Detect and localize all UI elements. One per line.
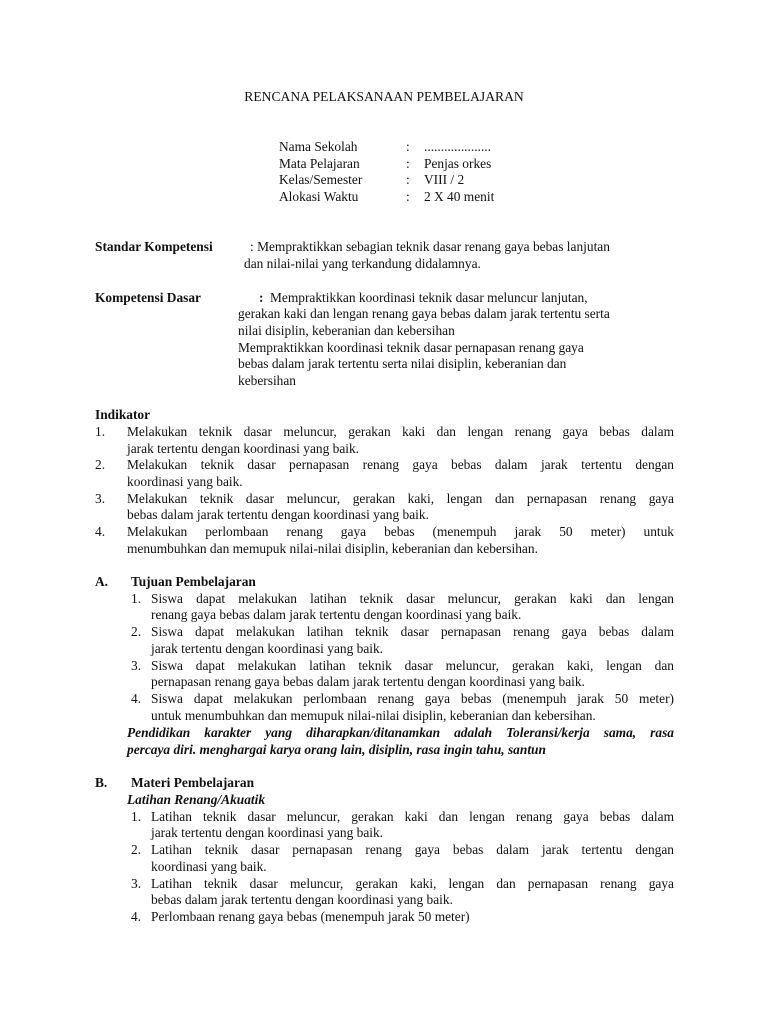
indikator-heading: Indikator xyxy=(95,407,151,422)
list-item-line: jarak tertentu dengan koordinasi yang baik. xyxy=(151,641,384,656)
list-item-line: koordinasi yang baik. xyxy=(127,474,243,489)
info-value: 2 X 40 menit xyxy=(424,189,495,204)
list-item-line: Siswa dapat melakukan latihan teknik dasar meluncur, gerakan kaki dan lengan xyxy=(151,591,674,606)
list-number: 2. xyxy=(131,624,142,639)
list-number: 4. xyxy=(95,524,106,539)
list-item-line: menumbuhkan dan memupuk nilai-nilai disiplin, keberanian dan kebersihan. xyxy=(127,541,538,556)
list-number: 1. xyxy=(131,591,142,606)
list-number: 1. xyxy=(95,424,106,439)
info-colon: : xyxy=(406,172,410,187)
info-value: Penjas orkes xyxy=(424,156,492,171)
section-letter: B. xyxy=(95,775,108,790)
list-item-line: bebas dalam jarak tertentu dengan koordinasi yang baik. xyxy=(151,892,453,907)
list-number: 2. xyxy=(131,842,142,857)
kompetensi-text-line: Mempraktikkan koordinasi teknik dasar pernapasan renang gaya xyxy=(238,340,584,355)
materi-heading: Materi Pembelajaran xyxy=(131,775,255,790)
list-item-line: bebas dalam jarak tertentu dengan koordinasi yang baik. xyxy=(127,507,429,522)
list-number: 2. xyxy=(95,457,106,472)
list-item-line: Melakukan perlombaan renang gaya bebas (menempuh jarak 50 meter) untuk xyxy=(127,524,674,539)
info-colon: : xyxy=(406,189,410,204)
list-item-line: untuk menumbuhkan dan memupuk nilai-nilai disiplin, keberanian dan kebersihan. xyxy=(151,708,596,723)
info-value: VIII / 2 xyxy=(424,172,465,187)
kompetensi-label: Kompetensi Dasar xyxy=(95,290,202,305)
info-colon: : xyxy=(406,139,410,154)
info-key: Nama Sekolah xyxy=(279,139,358,154)
section-letter: A. xyxy=(95,574,109,589)
standar-text-line: dan nilai-nilai yang terkandung didalamnya. xyxy=(244,256,481,271)
list-number: 4. xyxy=(131,909,142,924)
materi-subheading: Latihan Renang/Akuatik xyxy=(127,792,266,807)
info-key: Mata Pelajaran xyxy=(279,156,360,171)
info-key: Kelas/Semester xyxy=(279,172,363,187)
list-item-line: Melakukan teknik dasar meluncur, gerakan kaki, lengan dan pernapasan renang gaya xyxy=(127,491,674,506)
list-item-line: Perlombaan renang gaya bebas (menempuh jarak 50 meter) xyxy=(151,909,470,924)
list-item-line: Latihan teknik dasar pernapasan renang gaya bebas dalam jarak tertentu dengan xyxy=(151,842,674,857)
kompetensi-text-line: Mempraktikkan koordinasi teknik dasar meluncur lanjutan, xyxy=(270,290,588,305)
list-item-line: Siswa dapat melakukan latihan teknik dasar meluncur, gerakan kaki, lengan dan xyxy=(151,658,674,673)
list-item-line: renang gaya bebas dalam jarak tertentu dengan koordinasi yang baik. xyxy=(151,607,522,622)
kompetensi-text-line: gerakan kaki dan lengan renang gaya bebas dalam jarak tertentu serta xyxy=(238,306,610,321)
list-item-line: Melakukan teknik dasar meluncur, gerakan kaki dan lengan renang gaya bebas dalam xyxy=(127,424,674,439)
list-item-line: Melakukan teknik dasar pernapasan renang gaya bebas dalam jarak tertentu dengan xyxy=(127,457,674,472)
kompetensi-text-line: bebas dalam jarak tertentu serta nilai disiplin, keberanian dan xyxy=(238,356,567,371)
standar-text-line: : Mempraktikkan sebagian teknik dasar renang gaya bebas lanjutan xyxy=(250,239,610,254)
kompetensi-colon: : xyxy=(259,290,264,305)
info-colon: : xyxy=(406,156,410,171)
karakter-line: percaya diri. menghargai karya orang lain, disiplin, rasa ingin tahu, santun xyxy=(127,742,546,757)
list-item-line: koordinasi yang baik. xyxy=(151,859,267,874)
list-number: 3. xyxy=(95,491,106,506)
tujuan-heading: Tujuan Pembelajaran xyxy=(131,574,256,589)
list-item-line: Siswa dapat melakukan perlombaan renang gaya bebas (menempuh jarak 50 meter) xyxy=(151,691,674,706)
list-item-line: Latihan teknik dasar meluncur, gerakan kaki, lengan dan pernapasan renang gaya xyxy=(151,876,674,891)
document-title: RENCANA PELAKSANAAN PEMBELAJARAN xyxy=(244,89,524,104)
standar-label: Standar Kompetensi xyxy=(95,239,213,254)
list-number: 3. xyxy=(131,876,142,891)
list-number: 1. xyxy=(131,809,142,824)
kompetensi-text-line: nilai disiplin, keberanian dan kebersihan xyxy=(238,323,455,338)
list-item-line: jarak tertentu dengan koordinasi yang baik. xyxy=(127,441,360,456)
list-item-line: pernapasan renang gaya bebas dalam jarak tertentu dengan koordinasi yang baik. xyxy=(151,674,585,689)
info-value: .................... xyxy=(424,139,491,154)
info-key: Alokasi Waktu xyxy=(279,189,359,204)
list-item-line: Siswa dapat melakukan latihan teknik dasar pernapasan renang gaya bebas dalam xyxy=(151,624,674,639)
list-number: 3. xyxy=(131,658,142,673)
kompetensi-text-line: kebersihan xyxy=(238,373,297,388)
list-item-line: Latihan teknik dasar meluncur, gerakan kaki dan lengan renang gaya bebas dalam xyxy=(151,809,674,824)
list-item-line: jarak tertentu dengan koordinasi yang baik. xyxy=(151,825,384,840)
list-number: 4. xyxy=(131,691,142,706)
karakter-line: Pendidikan karakter yang diharapkan/ditanamkan adalah Toleransi/kerja sama, rasa xyxy=(127,725,674,740)
